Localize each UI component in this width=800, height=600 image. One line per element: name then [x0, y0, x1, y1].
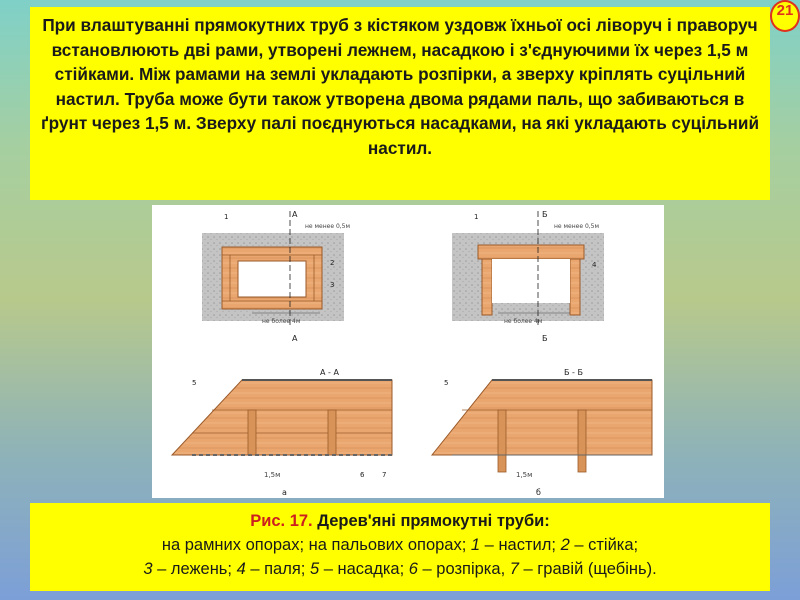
section-mark-bottom-left: А [292, 334, 298, 343]
callout-2-left: 2 [330, 259, 335, 267]
sub-label-a: а [282, 488, 287, 497]
depth-note-left: не менее 0,5м [305, 223, 351, 230]
legend-num-2: 2 [560, 536, 570, 554]
callout-5-right: 5 [444, 379, 449, 387]
section-mark-top-left: А [292, 210, 298, 219]
legend-num-6: 6 [408, 560, 418, 578]
caption-line-3 [38, 557, 762, 581]
caption-supports: на рамних опорах; на пальових опорах; [161, 536, 467, 554]
depth-note-right: не менее 0,5м [554, 223, 600, 230]
legend-num-3: 3 [143, 560, 153, 578]
callout-3-left: 3 [330, 281, 335, 289]
description-text: При влаштуванні прямокутних труб з кістяком уздовж їхньої осі ліворуч і праворуч встановлюють дві рами, утворені лежнем, насадкою і з'єднуючими їх через 1,5 м стійками. Між рамами на землі укладають розпірки, а зверху кріплять суцільний настил. Труба може бути також утворена двома рядами паль, що забиваються в ґрунт через 1,5 м. Зверху палі поєднуються насадками, на які укладають суцільний настил. [30, 7, 770, 200]
legend-text-3: – лежень; [152, 560, 237, 578]
legend-text-4: – паля; [245, 560, 310, 578]
cross-section-left [202, 210, 350, 343]
section-title-right: Б - Б [564, 368, 583, 377]
longitudinal-section-left [172, 368, 392, 497]
legend-num-7: 7 [509, 560, 519, 578]
legend-text-5: – насадка; [319, 560, 409, 578]
drawing-svg [152, 205, 664, 498]
legend-text-2: – стійка; [569, 536, 639, 554]
figure-number: Рис. 17. [250, 512, 313, 530]
legend-text-6: – розпірка, [417, 560, 510, 578]
spacing-right: 1,5м [516, 471, 533, 479]
callout-1-left: 1 [224, 213, 229, 221]
legend-text-7: – гравій (щебінь). [518, 560, 657, 578]
figure-drawing [152, 205, 664, 498]
legend-num-1: 1 [470, 536, 481, 554]
width-note-right: не более 4м [504, 318, 543, 325]
legend-num-4: 4 [236, 560, 246, 578]
caption-line-1 [38, 509, 762, 533]
section-mark-top-right: Б [542, 210, 548, 219]
section-title-left: А - А [320, 368, 339, 377]
figure-title: Дерев'яні прямокутні труби: [317, 512, 550, 530]
callout-1-right: 1 [474, 213, 479, 221]
sub-label-b: б [536, 488, 541, 497]
legend-num-5: 5 [309, 560, 320, 578]
width-note-left: не более 4м [262, 318, 301, 325]
cross-section-right [452, 210, 604, 343]
legend-text-1: – настил; [480, 536, 561, 554]
spacing-left: 1,5м [264, 471, 281, 479]
caption-line-2 [38, 533, 762, 557]
longitudinal-section-right [432, 368, 652, 497]
section-mark-bottom-right: Б [542, 334, 548, 343]
callout-5-left: 5 [192, 379, 197, 387]
figure-caption [30, 503, 770, 591]
callout-4-right: 4 [592, 261, 597, 269]
callout-6-left: 6 [360, 471, 365, 479]
callout-7-left: 7 [382, 471, 387, 479]
page-number-badge: 21 [770, 0, 800, 32]
